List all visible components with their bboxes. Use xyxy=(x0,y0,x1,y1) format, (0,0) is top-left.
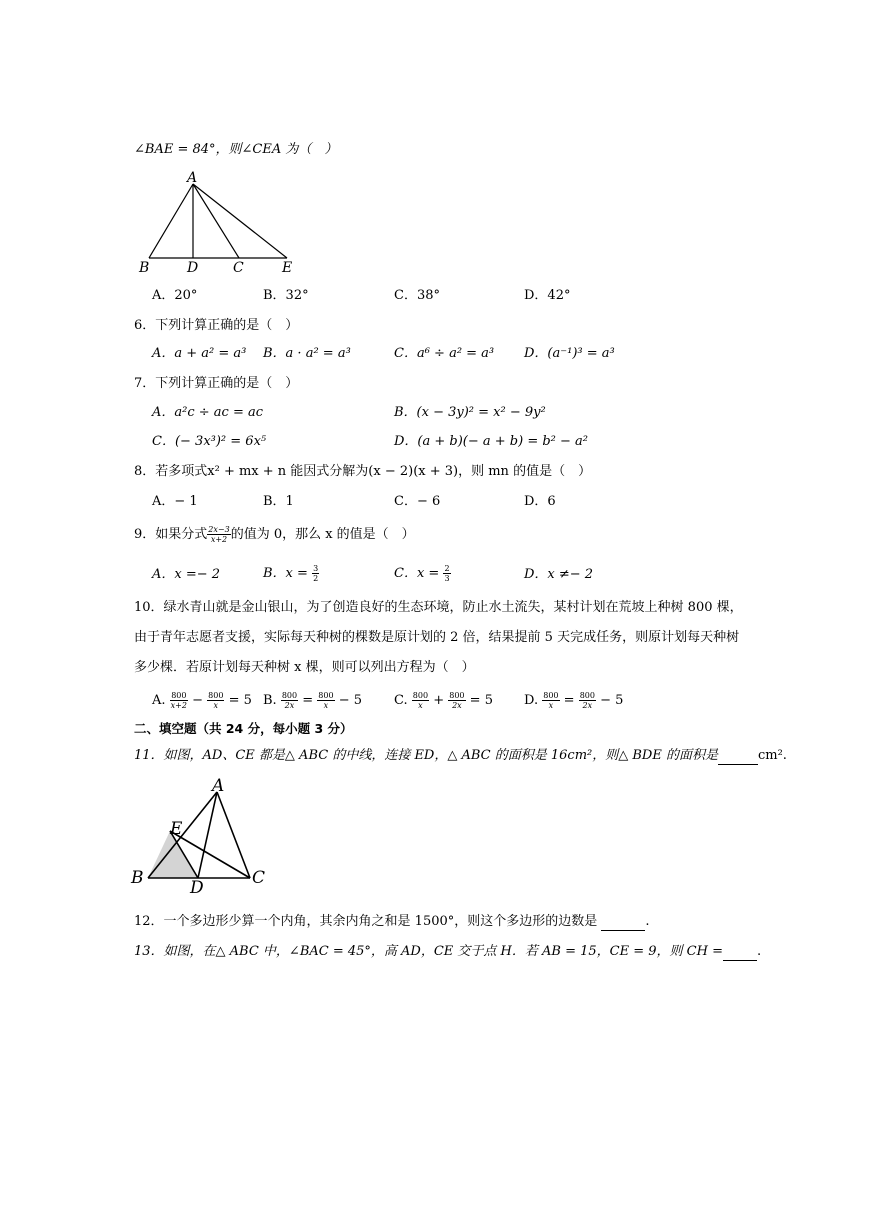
q7-option-a: A．a²c ÷ ac = ac xyxy=(152,405,264,420)
q11-label-A: A xyxy=(212,776,225,796)
q11-label-E: E xyxy=(170,819,183,839)
q13-answer-blank[interactable] xyxy=(723,944,757,961)
q5-label-B: B xyxy=(139,260,150,276)
q10-line1: 10．绿水青山就是金山银山，为了创造良好的生态环境，防止水土流失，某村计划在荒坡上种树 800 棵， xyxy=(134,600,743,615)
q9-option-d: D．x ≠− 2 xyxy=(524,567,594,582)
q11-label-B: B xyxy=(131,868,144,888)
q6-stem: 6．下列计算正确的是（ ） xyxy=(134,318,299,333)
q5-option-b: B．32° xyxy=(263,288,309,303)
q10-option-a: A. $\frac{800}{x+2}$ − $\frac{800}{x}$ = 5 xyxy=(152,691,252,710)
q9-stem xyxy=(134,524,415,546)
q11-label-C: C xyxy=(252,868,266,888)
q12-answer-blank[interactable] xyxy=(601,914,645,931)
q5-label-D: D xyxy=(187,260,199,276)
section-heading: 二、填空题（共 24 分，每小题 3 分） xyxy=(134,721,353,736)
q9-option-b: B．x = $\frac{3}{2}$ xyxy=(263,564,319,583)
q9-stem-pre: 9．如果分式 xyxy=(134,527,208,542)
q11-label-D: D xyxy=(190,878,204,894)
q11-figure xyxy=(128,776,278,894)
q13-stem: 13．如图，在△ ABC 中，∠BAC = 45°，高 AD，CE 交于点 H．若 AB = 15，CE = 9，则 CH = . xyxy=(134,944,762,959)
q12-stem: 12．一个多边形少算一个内角，其余内角之和是 1500°，则这个多边形的边数是 . xyxy=(134,914,650,929)
q5-label-A: A xyxy=(187,170,198,186)
q5-figure xyxy=(130,168,310,278)
q7-option-b: B．(x − 3y)² = x² − 9y² xyxy=(394,405,546,420)
q6-option-c: C．a⁶ ÷ a² = a³ xyxy=(394,346,495,361)
q9-option-a: A．x =− 2 xyxy=(152,567,221,582)
q5-label-E: E xyxy=(282,260,293,276)
q11-answer-blank[interactable] xyxy=(718,748,758,765)
q10-option-d: D. $\frac{800}{x}$ = $\frac{800}{2x}$ − 5 xyxy=(524,691,624,710)
q6-option-a: A．a + a² = a³ xyxy=(152,346,247,361)
q9-option-c: C．x = $\frac{2}{3}$ xyxy=(394,564,450,583)
q6-option-b: B．a · a² = a³ xyxy=(263,346,351,361)
q10-option-c: C. $\frac{800}{x}$ + $\frac{800}{2x}$ = 5 xyxy=(394,691,493,710)
q7-option-d: D．(a + b)(− a + b) = b² − a² xyxy=(394,434,589,449)
q8-option-a: A．− 1 xyxy=(152,494,198,509)
q5-option-d: D．42° xyxy=(524,288,571,303)
q5-option-c: C．38° xyxy=(394,288,440,303)
q5-option-a: A．20° xyxy=(152,288,198,303)
q10-line3: 多少棵．若原计划每天种树 x 棵，则可以列出方程为（ ） xyxy=(134,660,475,675)
q8-option-d: D．6 xyxy=(524,494,556,509)
q6-option-d: D．(a⁻¹)³ = a³ xyxy=(524,346,615,361)
q10-option-b: B. $\frac{800}{2x}$ = $\frac{800}{x}$ − 5 xyxy=(263,691,363,710)
q9-fraction: $\frac{2x-3}{x+2}$ xyxy=(208,525,230,544)
q8-option-b: B．1 xyxy=(263,494,294,509)
q8-option-c: C．− 6 xyxy=(394,494,441,509)
q10-line2: 由于青年志愿者支援，实际每天种树的棵数是原计划的 2 倍，结果提前 5 天完成任务，则原计划每天种树 xyxy=(134,630,740,645)
q8-stem: 8．若多项式x² + mx + n 能因式分解为(x − 2)(x + 3)，则 mn 的值是（ ） xyxy=(134,464,592,479)
q5-stem: ∠BAE = 84°，则∠CEA 为（ ） xyxy=(134,142,338,157)
q5-label-C: C xyxy=(233,260,244,276)
q9-stem-post: 的值为 0，那么 x 的值是（ ） xyxy=(230,527,415,542)
q7-stem: 7．下列计算正确的是（ ） xyxy=(134,376,299,391)
q11-stem: 11．如图，AD、CE 都是△ ABC 的中线，连接 ED，△ ABC 的面积是 16cm²，则△ BDE 的面积是 cm². xyxy=(134,748,787,763)
q7-option-c: C．(− 3x³)² = 6x⁵ xyxy=(152,434,267,449)
